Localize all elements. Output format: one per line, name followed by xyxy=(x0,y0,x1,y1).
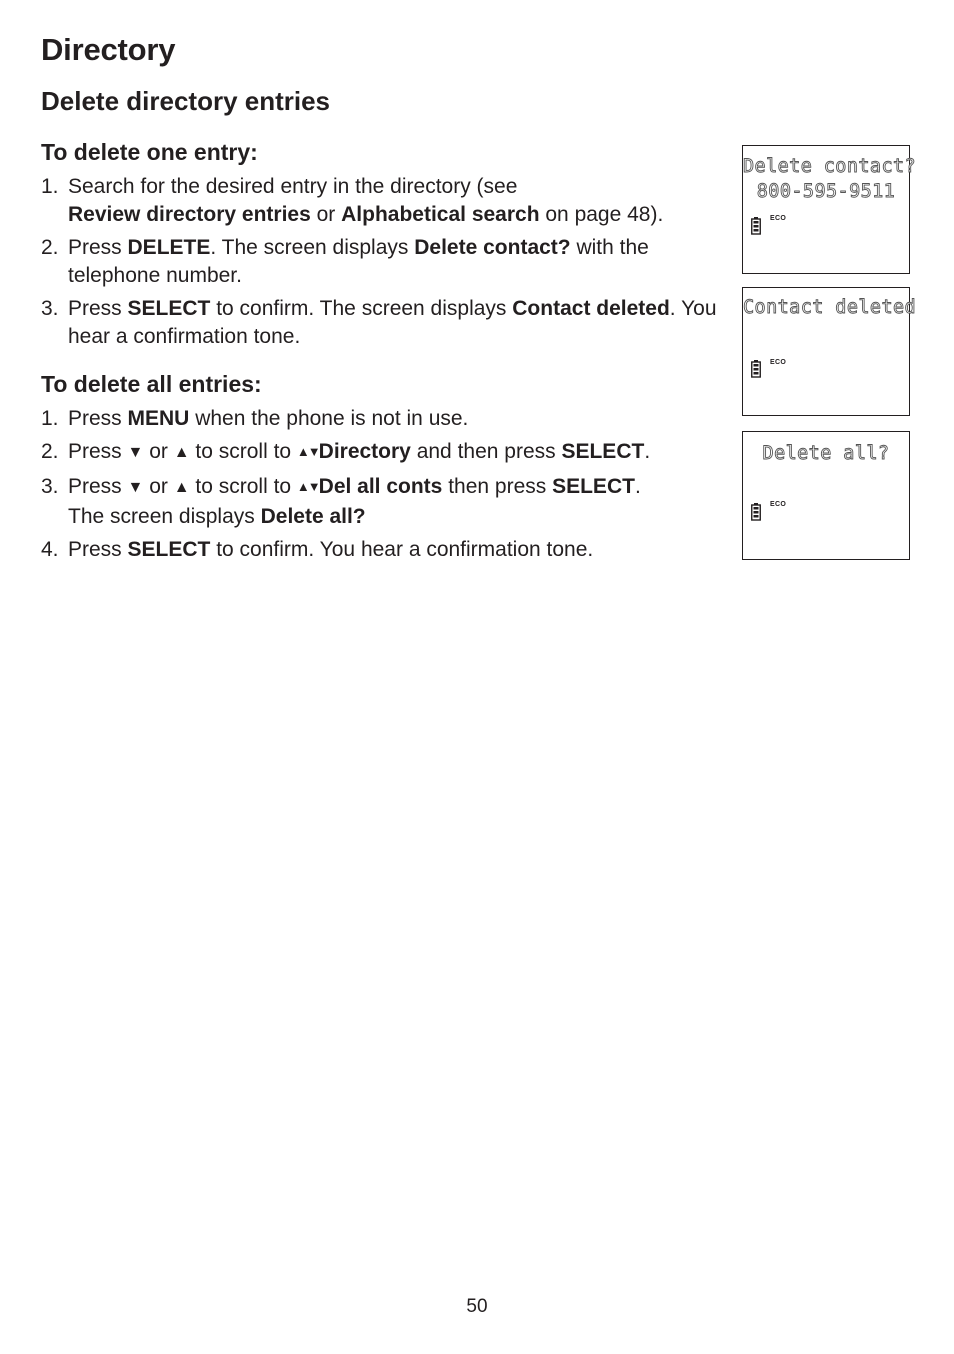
step-number: 3. xyxy=(41,475,59,498)
step-text: . The screen displays xyxy=(210,236,415,259)
step-number: 1. xyxy=(41,175,59,198)
step-text: Press xyxy=(68,440,128,463)
step-text: The screen displays xyxy=(68,505,261,528)
step-text: Press xyxy=(68,297,128,320)
step-bold: DELETE xyxy=(127,236,211,259)
up-arrow-icon: ▲ xyxy=(173,444,190,461)
list-item xyxy=(41,536,741,564)
step-bold: SELECT xyxy=(127,297,211,320)
step-text: . xyxy=(644,440,651,463)
step-text: Press xyxy=(68,538,128,561)
step-text: to scroll to xyxy=(189,475,297,498)
step-bold: Delete contact? xyxy=(414,236,571,259)
step-text: to confirm. You hear a confirmation tone. xyxy=(210,538,594,561)
up-down-arrow-icon: ▲▼ xyxy=(296,479,319,494)
lcd-screen-contact-deleted xyxy=(742,287,917,416)
list-item xyxy=(41,234,741,290)
up-arrow-icon: ▲ xyxy=(173,479,190,496)
step-text: and then press xyxy=(410,440,562,463)
lcd-screen-delete-all xyxy=(742,431,910,560)
step-bold: Del all conts xyxy=(318,475,443,498)
list-item xyxy=(41,438,741,468)
eco-indicator: ECO xyxy=(770,501,787,508)
lcd-line: Delete contact? xyxy=(743,156,917,177)
step-text: or xyxy=(310,203,342,226)
step-bold: MENU xyxy=(127,407,190,430)
delete-all-steps xyxy=(41,405,741,569)
step-bold: Contact deleted xyxy=(512,297,670,320)
step-text: to confirm. The screen displays xyxy=(210,297,513,320)
delete-one-steps xyxy=(41,173,741,356)
lcd-line: Contact deleted xyxy=(743,297,917,318)
step-text: Press xyxy=(68,475,128,498)
section-title: Delete directory entries xyxy=(41,86,331,116)
step-text: or xyxy=(143,475,174,498)
step-number: 2. xyxy=(41,440,59,463)
step-text: when the phone is not in use. xyxy=(189,407,469,430)
lcd-screen-delete-contact xyxy=(742,145,917,274)
step-text: on page 48). xyxy=(539,203,664,226)
eco-indicator: ECO xyxy=(770,215,787,222)
lcd-line: Delete all? xyxy=(762,443,890,464)
battery-icon xyxy=(751,503,761,521)
step-text: to scroll to xyxy=(189,440,297,463)
eco-indicator: ECO xyxy=(770,359,787,366)
step-number: 2. xyxy=(41,236,59,259)
step-number: 1. xyxy=(41,407,59,430)
delete-one-heading: To delete one entry: xyxy=(41,139,258,165)
delete-all-heading: To delete all entries: xyxy=(41,371,262,397)
step-text: then press xyxy=(442,475,553,498)
page-title: Directory xyxy=(41,32,176,67)
down-arrow-icon: ▼ xyxy=(127,444,144,461)
step-bold: Delete all? xyxy=(260,505,366,528)
down-arrow-icon: ▼ xyxy=(127,479,144,496)
step-bold: Review directory entries xyxy=(68,203,311,226)
step-bold: SELECT xyxy=(127,538,211,561)
battery-icon xyxy=(751,217,761,235)
step-text: Press xyxy=(68,407,128,430)
list-item xyxy=(41,295,741,351)
step-text: with the telephone number. xyxy=(68,236,649,287)
battery-icon xyxy=(751,360,761,378)
list-item xyxy=(41,405,741,433)
list-item xyxy=(41,173,741,229)
step-number: 3. xyxy=(41,297,59,320)
step-text: or xyxy=(143,440,174,463)
step-text: Search for the desired entry in the directory (see xyxy=(68,175,518,198)
up-down-arrow-icon: ▲▼ xyxy=(296,444,319,459)
list-item xyxy=(41,473,741,531)
lcd-line: 800-595-9511 xyxy=(756,181,896,202)
step-bold: SELECT xyxy=(552,475,635,498)
step-bold: SELECT xyxy=(561,440,645,463)
step-bold: Directory xyxy=(318,440,411,463)
step-text: . xyxy=(634,475,641,498)
page-number: 50 xyxy=(466,1296,488,1317)
step-bold: Alphabetical search xyxy=(341,203,540,226)
step-number: 4. xyxy=(41,538,59,561)
step-text: . You hear a confirmation tone. xyxy=(68,297,717,348)
step-text: Press xyxy=(68,236,128,259)
